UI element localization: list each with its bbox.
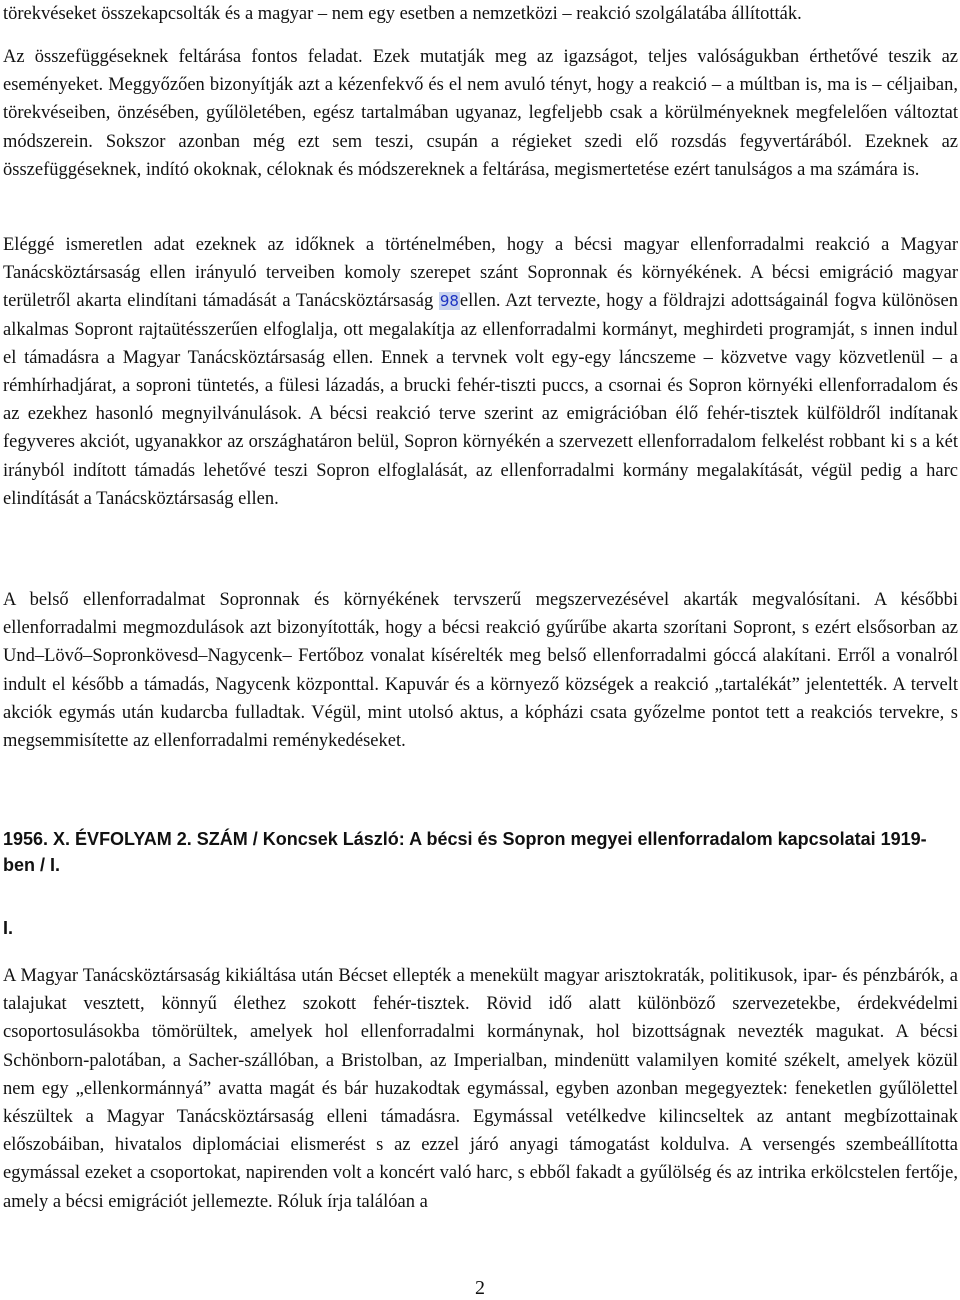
section-heading: 1956. X. ÉVFOLYAM 2. SZÁM / Koncsek László: A bécsi és Sopron megyei ellenforradalom kapcsolatai 1919-ben / I. (3, 829, 927, 875)
paragraph-5: A Magyar Tanácsköztársaság kikiáltása után Bécset ellepték a menekült magyar arisztokraták, politikusok, ipar- és pénzbárók, a talajukat vesztett, könnyű élethez szokott fehér-tisztek. Rövid idő alatt különböző szervezetekbe, érdekvédelmi csoportosulásokba tömörültek, amelyek hol ellenforradalmi kormánynak, hol bizottságnak nevezték magukat. A bécsi Schönborn-palotában, a Sacher-szállóban, a Bristolban, az Imperialban, mindenütt valamilyen komité székelt, amelyek közül nem egy „ellenkormánnyá” avatta magát és bár huzakodtak egymással, egyben azonban megegyeztek: feneketlen gyűlölettel készültek a Magyar Tanácsköztársaság elleni támadásra. Egymással vetélkedve kilincseltek az antant megbízottainak előszobáiban, hivatalos diplomáciai elismerést s az ezzel járó anyagi támogatást koldulva. A versengés szembeállította egymással ezeket a csoportokat, napirenden volt a koncért való harc, s ebből fakadt a gyűlölség és az intrika erkölcstelen fertője, amely a bécsi emigrációt jellemezte. Róluk írja találóan a (3, 966, 958, 1212)
paragraph-3-text-after: ellen. Azt tervezte, hogy a földrajzi adottságainál fogva különösen alkalmas Sopront rajtaütésszerűen elfoglalja, ott megalakítja az ellenforradalmi kormányt, meghirdeti programját, s innen indul el támadásra a Magyar Tanácsköztársaság ellen. Ennek a tervnek volt egy-egy láncszeme – közvetve vagy közvetlenül – a rémhírhadjárat, a soproni tüntetés, a fülesi lázadás, a brucki fehér-tiszti puccs, a csornai és Sopron környéki ellenforradalom és az ezekhez hasonló megnyilvánulások. A bécsi reakció terve szerint az emigrációban élő fehér-tisztek külföldről indítanak fegyveres akciót, ugyanakkor az országhatáron belül, Sopron környékén a szervezett ellenforradalom felkelést robbant ki s a két irányból indított támadás lehetővé teszi Sopron elfoglalását, az ellenforradalmi kormány megalakítását, végül pedig a harc elindítását a Tanácsköztársaság ellen. (3, 291, 958, 509)
paragraph-2: Az összefüggéseknek feltárása fontos feladat. Ezek mutatják meg az igazságot, teljes valóságukban érthetővé teszik az eseményeket. Meggyőzően bizonyítják azt a kézenfekvő és el nem avuló tényt, hogy a reakció – a múltban is, ma is – céljaiban, törekvéseiben, önzésében, gyűlöletében, egész tartalmában ugyanaz, legfeljebb csak a körülményeknek megfelelően változtat módszerein. Sokszor azonban még ezt sem teszi, csupán a régieket szedi elő rozsdás fegyvertárából. Ezeknek az összefüggéseknek, indító okoknak, céloknak és módszereknek a feltárása, megismertetése ezért tanulságos a ma számára is. (3, 47, 958, 180)
page-number: 2 (475, 1277, 485, 1299)
paragraph-1: törekvéseket összekapcsolták és a magyar – nem egy esetben a nemzetközi – reakció szolgálatába állították. (3, 4, 802, 24)
paragraph-4: A belső ellenforradalmat Sopronnak és környékének tervszerű megszervezésével akarták megvalósítani. A későbbi ellenforradalmi megmozdulások azt bizonyították, hogy a bécsi reakció gyűrűbe akarta szorítani Sopront, s ezért elsősorban az Und–Lövő–Sopronkövesd–Nagycenk– Fertőboz vonalat kísérelték meg belső ellenforradalmi góccá alakítani. Erről a vonalról indult el később a támadás, Nagycenk központtal. Kapuvár és a környező községek a reakció „tartalékát” jelentették. A tervelt akciók egymás után kudarcba fulladtak. Végül, mint utolsó aktus, a kópházi csata győzelme pontot tett a reakciós tervekre, s megsemmisítette az ellenforradalmi reménykedéseket. (3, 590, 958, 752)
page-reference-link[interactable]: 98 (439, 292, 459, 311)
chapter-heading: I. (3, 918, 14, 938)
paragraph-3 (3, 231, 958, 513)
paragraph-3-text-before: Eléggé ismeretlen adat ezeknek az időknek a történelmében, hogy a bécsi magyar ellenforradalmi reakció a Magyar Tanácsköztársaság ellen irányuló terveiben komoly szerepet szánt Sopronnak és környékének. A bécsi emigráció magyar területről akarta elindítani támadását a Tanácsköztársaság (3, 235, 958, 312)
